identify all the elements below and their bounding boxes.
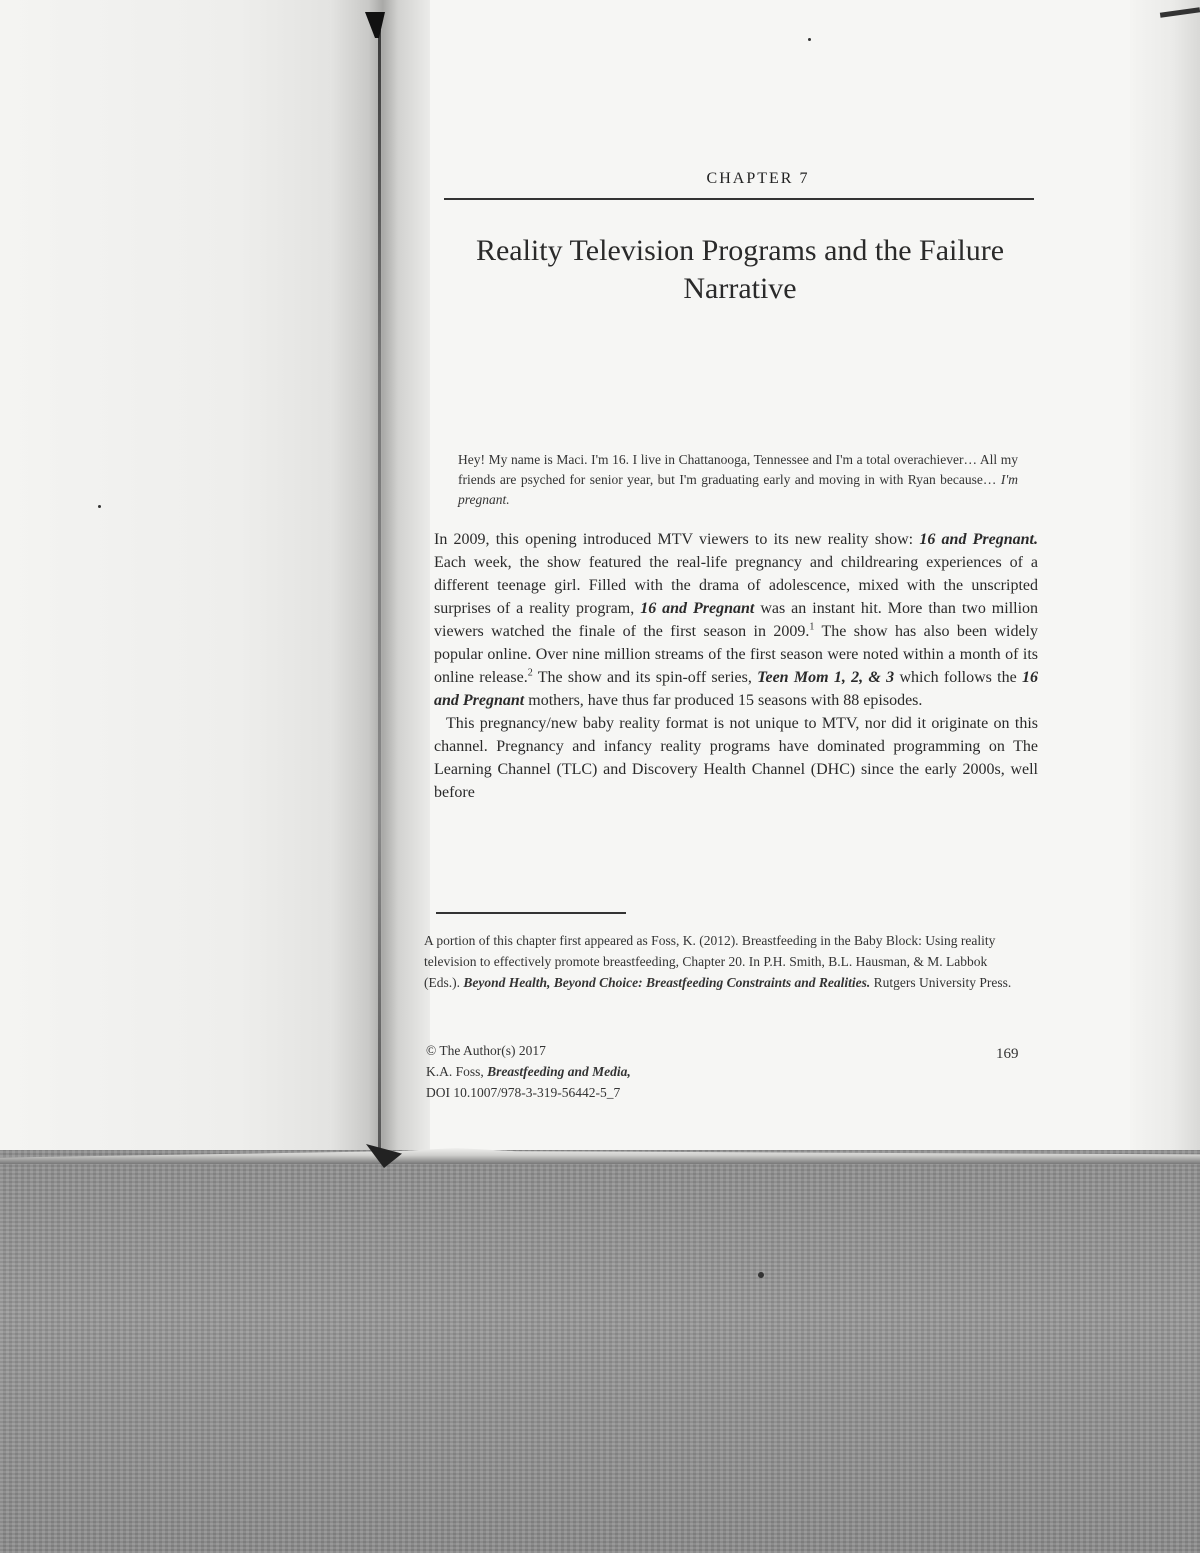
footnote-ref-2: 2 [527, 667, 533, 679]
p1-text-e: The show and its spin-off series, [537, 669, 752, 686]
doi-line: DOI 10.1007/978-3-319-56442-5_7 [426, 1085, 621, 1100]
footnote-ref-1: 1 [809, 621, 815, 633]
chapter-title [442, 232, 1038, 308]
footnote-publisher: Rutgers University Press. [873, 975, 1012, 990]
footnote-text: A portion of this chapter first appeared as Foss, K. (2012). Breastfeeding in the Baby Block: Using reality television to effectively promote breastfeeding, Chapter 20. In P.H. Smith, B.L. Hausman, & M. Labbok (Eds.). [424, 933, 996, 990]
scanner-background [0, 1150, 1200, 1553]
author-line [426, 1061, 756, 1082]
p1-text-a: In 2009, this opening introduced MTV viewers to its new reality show: [434, 531, 914, 548]
p1-text-g: mothers, have thus far produced 15 seasons with 88 episodes. [528, 692, 923, 709]
paragraph-1 [434, 528, 1038, 712]
author-name: K.A. Foss, [426, 1064, 484, 1079]
body-text [434, 528, 1038, 804]
spine-shadow [378, 30, 381, 1160]
epigraph-emphasis: I'm pregnant. [458, 472, 1018, 507]
show-title: Teen Mom 1, 2, & 3 [757, 669, 895, 686]
footnote-book-title: Beyond Health, Beyond Choice: Breastfeeding Constraints and Realities. [463, 975, 871, 990]
footnote-rule [436, 912, 626, 914]
right-page-edge [1130, 0, 1200, 1160]
left-page-margin [0, 0, 340, 1160]
paragraph-2: This pregnancy/new baby reality format is not unique to MTV, nor did it originate on this channel. Pregnancy and infancy reality programs have dominated programming on The Learning Channel (TLC) and Discovery Health Channel (DHC) since the early 2000s, well before [434, 715, 1038, 801]
scan-speck [758, 1272, 764, 1278]
epigraph-text: Hey! My name is Maci. I'm 16. I live in Chattanooga, Tennessee and I'm a total overachiever… All my friends are psyched for senior year, but I'm graduating early and moving in with Ryan because… [458, 452, 1018, 487]
show-title: 16 and Pregnant [434, 669, 1039, 709]
page-number: 169 [996, 1046, 1019, 1062]
book-title: Breastfeeding and Media, [487, 1064, 631, 1079]
scan-speck [808, 38, 811, 41]
footnote [424, 930, 1024, 993]
copyright-block [426, 1040, 756, 1103]
chapter-rule [444, 198, 1034, 200]
p1-text-f: which follows the [899, 669, 1017, 686]
chapter-content [428, 170, 1038, 804]
scan-speck [98, 505, 101, 508]
chapter-label: CHAPTER 7 [706, 170, 810, 187]
copyright-line: © The Author(s) 2017 [426, 1043, 546, 1058]
title-line-2: Narrative [683, 272, 797, 305]
p1-text-b: Each week, the show featured the real-life pregnancy and childrearing experiences of a different teenage girl. Filled with the drama of adolescence, mixed with the unscripted surprises of a reality program, [434, 554, 1038, 617]
p1-text-c: was an instant hit. More than two million viewers watched the finale of the first season in 2009. [434, 600, 1039, 640]
epigraph [458, 450, 1018, 510]
show-title: 16 and Pregnant. [919, 531, 1038, 548]
title-line-1: Reality Television Programs and the Failure [475, 234, 1005, 267]
show-title: 16 and Pregnant [640, 600, 755, 617]
p1-text-d: The show has also been widely popular online. Over nine million streams of the first season were noted within a month of its online release. [434, 623, 1039, 686]
